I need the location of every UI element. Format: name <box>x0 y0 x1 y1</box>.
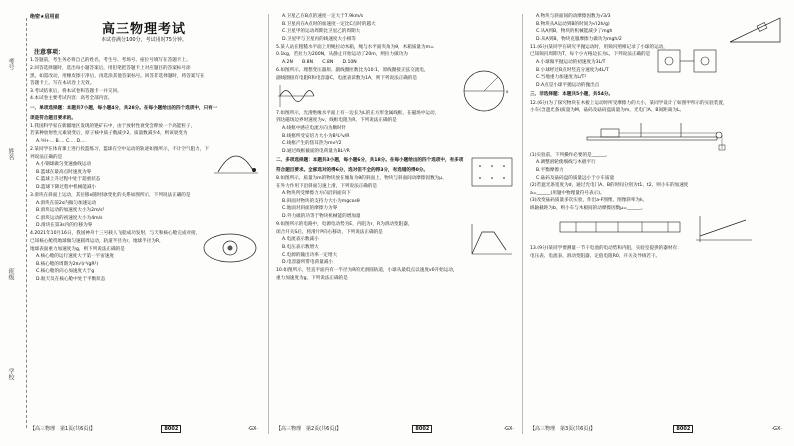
page-divider <box>268 14 269 434</box>
question-line: 已知频闪周期为T，每个小方格边长为L，下列说法正确的是 <box>530 52 651 58</box>
notice-item: 3.考试结束后，将本试卷和答题卡一并交回。 <box>30 88 122 94</box>
option-line: A.2N B.8N C.8N D.10N <box>282 60 357 66</box>
section-heading: 二、多项选择题：本题共3小题，每小题6分，共18分。在每小题给出的四个选项中，有多项 <box>276 158 464 164</box>
binding-label-school: 学校 <box>7 368 14 380</box>
option-line: B.核心舱的周期为2π√(r³/gR²) <box>36 261 99 267</box>
option-line: D.卫星甲与卫星丙的线速度大小相等 <box>282 36 356 42</box>
question-line: 副线圈接有电阻R和电容器C，电流表读数为1A，则下列说法正确的是 <box>276 75 418 81</box>
question-line: 纵轴截距为b，则小车与木板间的动摩擦因数μ=______。 <box>530 205 646 211</box>
question-line: 重力加速度为g，下列说法正确的是 <box>276 275 348 281</box>
option-line: D.A点是小球平抛运动的抛出点 <box>536 82 600 88</box>
question-line: 2.某同学在体育课上进行投篮练习，篮球在空中运动的轨迹如图所示，不计空气阻力，下 <box>30 146 209 152</box>
question-line: 1.我国科学家在新疆地区发现的铯矿石中，由于放射性衰变会释放一个高能粒子， <box>30 123 196 129</box>
binding-label-class: 班级 <box>7 268 14 280</box>
notice-item: 1.答题前，考生务必将自己的姓名、考生号、考场号、座位号填写在答题卡上。 <box>30 58 191 64</box>
option-line: C.地面对斜面的摩擦力为零 <box>282 206 338 212</box>
question-line: 12.(6分)为了探究物块在木板上运动时所受摩擦力的大小，某同学设计了如图甲所示的实验装置， <box>530 100 728 106</box>
option-line: D.篮球下降过程中机械能减小 <box>36 184 97 190</box>
notice-item: 4.本试卷主要考试内容：高考全部内容。 <box>30 96 113 102</box>
notice-item: 黑。如需改动，用橡皮擦干净后，再选涂其他答案标号。回答非选择题时，将答案写在 <box>30 73 205 79</box>
option-line: C.滑块运动的初速度大小为4m/s <box>36 215 103 221</box>
option-line: A.小钢球做匀变速曲线运动 <box>36 162 92 168</box>
section-heading: 一、单项选择题：本题共7小题，每小题4分，共28分。在每小题给出的四个选项中，只有一 <box>30 105 218 111</box>
section-heading-cont: 符合题目要求。全部选对的得6分，选对但不全的得3分，有选错的得0分。 <box>276 168 428 173</box>
option-line: D.航天员在核心舱中处于平衡状态 <box>36 277 106 282</box>
question-line: 列说法正确的是 <box>30 154 63 160</box>
exam-page-2 <box>276 14 514 434</box>
question-line: 0.1kg，若拉力为200N，从静止开始运动了20m，则拉力做功为 <box>276 52 408 58</box>
orbit-figure <box>202 231 258 265</box>
question-line: 10.如图所示，竖直平面内有一半径为R的光滑圆轨道，小球从最低点以速度v0开始运动， <box>276 268 458 274</box>
page-footer <box>30 424 258 434</box>
exam-title: 高三物理考试 <box>101 21 186 37</box>
question-line: 5.某人站在粗糙水平面上用绳拉动木箱，绳与水平面夹角为θ，木箱质量为m= <box>276 44 434 50</box>
question-line: 8.如图所示，质量为m的物块放在倾角为θ的斜面上，物块与斜面间动摩擦因数为μ， <box>276 176 447 182</box>
notice-heading: 注意事项： <box>34 48 65 56</box>
question-line: 11.(6分)某同学在研究平抛运动时，用频闪照相记录了小球的运动， <box>530 44 668 50</box>
option-line: A.滑块在前2s内做匀加速运动 <box>36 200 97 206</box>
question-line: 7.如图所示，光滑绝缘水平面上有一边长为L的正方形金属线框，在磁场中运动， <box>276 110 440 116</box>
graph-figure <box>466 222 514 258</box>
option-line: B.线框所受安培力大小为B²L²v/R <box>282 133 350 139</box>
option-line: B.篮球在最高点时速度为零 <box>36 169 92 175</box>
option-line: C.从A到B，物块的机械能减少了mgh <box>536 29 613 35</box>
footer-paper-code: 8002 <box>161 425 181 434</box>
page-footer <box>530 424 782 434</box>
option-line: D.外力做的功等于物块机械能的增加量 <box>282 214 361 220</box>
option-line: C.当地重力加速度为L/T² <box>536 75 587 81</box>
option-line: C.篮球上升过程中处于超重状态 <box>36 177 101 183</box>
option-line: D.通过线框截面的电荷量为BL²/R <box>282 148 350 154</box>
basketball-trajectory-figure <box>214 146 258 174</box>
option-line: D.滑块在第3s内的位移为零 <box>36 223 93 229</box>
option-line: C.电源的输出功率一定增大 <box>282 252 338 258</box>
question-line: 6.如图所示，理想变压器原、副线圈匝数比为10:1，原线圈接正弦交流电， <box>276 68 429 74</box>
binding-margin <box>4 18 27 428</box>
option-line: D.电容器所带电荷量减小 <box>282 260 333 266</box>
question-line: a=______(用题中物理量符号表示)。 <box>530 190 605 196</box>
footer-page-label: 【高三物理 第3页(共6页)】 <box>530 425 596 432</box>
section-heading: 三、非选择题：本题共5小题，共54分。 <box>530 92 614 98</box>
question-line: 4.2021年10月16日，我国神舟十三号载人飞船成功发射，与天和核心舱完成对接， <box>30 231 201 237</box>
circle-field-figure <box>454 68 514 114</box>
notice-list <box>30 58 258 103</box>
option-line: B.平衡摩擦力 <box>536 167 564 173</box>
question-line: 13.(9分)某同学要测量一节干电池的电动势和内阻，实验室提供的器材有： <box>530 246 682 252</box>
notice-item: 答题卡上。写在本试卷上无效。 <box>30 81 95 87</box>
secret-badge: 绝密★启用前 <box>30 14 60 20</box>
option-line: C.线框产生的焦耳热为mv²/2 <box>282 141 342 147</box>
question-line: (3)改变砝码质量多次实验，作出a-F图像，图像斜率为k， <box>530 198 648 204</box>
option-line: A.¹H+... B.... C.... D.... <box>36 138 86 144</box>
option-line: A.调整滑轮使细线与木板平行 <box>536 160 596 166</box>
question-line: 电压表、电流表、滑动变阻器、定值电阻R0、开关及导线若干。 <box>530 254 661 260</box>
section-heading-cont: 项是符合题目要求的。 <box>30 115 76 121</box>
question-line: (1)实验前，下列操作必要的是______。 <box>530 152 611 158</box>
question-line: 9.如图所示的电路中，电源电动势为E，内阻为r，R为滑动变阻器， <box>276 222 413 228</box>
page-footer <box>276 424 514 434</box>
option-line: B.斜面对物块的支持力大小为mgcosθ <box>282 198 360 204</box>
exam-page-3 <box>530 14 782 434</box>
footer-page-label: 【高三物理 第2页(共6页)】 <box>276 425 342 432</box>
question-line: 已知核心舱绕地球做匀速圆周运动，轨道半径为r，地球半径为R， <box>30 239 164 245</box>
option-line: A.物块与斜面间的动摩擦因数为√3/3 <box>536 14 611 19</box>
option-line: A.小球做平抛运动的初速度为3L/T <box>536 60 606 66</box>
tape-and-graph-figure <box>556 214 756 244</box>
question-line: 在外力作用下沿斜面匀速上滑，下列说法正确的是 <box>276 183 378 189</box>
footer-paper-code: 8002 <box>673 425 693 434</box>
photogate-apparatus-figure <box>581 117 731 151</box>
question-line: 闭合开关S后，将滑片P向右移动，下列说法正确的是 <box>276 229 383 235</box>
option-line: C.卫星甲的运动周期比卫星乙的周期大 <box>282 29 361 35</box>
option-line: B.滑块运动的加速度大小为2m/s² <box>36 208 105 214</box>
footer-page-label: 【高三物理 第1页(共6页)】 <box>30 425 96 432</box>
question-line: 地球表面重力加速度为g，则下列说法正确的是 <box>30 246 125 252</box>
question-line: 小车(含遮光条)质量为M，砝码及砝码盘质量为m，光电门A、B间距离为L。 <box>530 108 685 114</box>
option-line: B.物块从A运动到B的时间为√(2h/g) <box>536 21 610 27</box>
option-line: B.小球经过B点时竖直分速度为4L/T <box>536 67 609 73</box>
footer-region: ·GX· <box>771 425 782 432</box>
question-line: (2)若遮光条宽度为d，通过光电门A、B的时间分别为t1、t2，则小车的加速度 <box>530 183 689 189</box>
option-line: A.线框中感应电流方向为顺时针 <box>282 126 347 132</box>
option-line: B.卫星丙在A点时的加速度一定比C点时的越大 <box>282 21 376 27</box>
option-line: A.物块所受摩擦力方向沿斜面向下 <box>282 191 351 197</box>
incline-figure <box>728 14 782 44</box>
question-line: 到达磁场边界时速度为v，线框电阻为R，下列说法正确的是 <box>276 118 397 124</box>
footer-region: ·GX· <box>503 425 514 432</box>
waveform-figure <box>276 83 316 109</box>
option-line: A.电流表示数减小 <box>282 237 319 243</box>
binding-label-name: 姓名 <box>7 148 14 160</box>
option-line: C.核心舱的向心加速度大于g <box>36 269 95 275</box>
question-line: 若某种放射性元素衰变后，原子核中质子数减少2，质量数减少4，则该衰变为 <box>30 131 188 137</box>
footer-region: ·GX· <box>247 425 258 432</box>
notice-item: 2.回答选择题时，选出每小题答案后，用铅笔把答题卡上对应题目的答案标号涂 <box>30 65 191 71</box>
option-line: D.从A到B，物块克服摩擦力做功为mgh/2 <box>536 36 622 42</box>
option-line: A.卫星乙在B点的速度一定大于7.9km/s <box>282 14 364 19</box>
svg-text:x: x <box>506 88 509 94</box>
option-line: A.核心舱的运行速度大于第一宇宙速度 <box>36 254 115 260</box>
exam-page-1 <box>30 14 258 434</box>
option-line: B.电压表示数增大 <box>282 244 319 250</box>
exam-subtitle: 本试卷满分100分，考试用时75分钟。 <box>101 37 187 44</box>
magnetic-field-figure <box>470 156 514 188</box>
page-divider <box>522 14 523 434</box>
question-line: 3.滑块在斜面上运动，其位移x随时间t变化的关系如图所示，下列说法正确的是 <box>30 192 191 198</box>
binding-label-exam-number: 考号 <box>7 58 14 70</box>
footer-paper-code: 8002 <box>412 425 432 434</box>
option-line: C.砝码及砝码盘的质量远小于小车质量 <box>536 175 615 181</box>
